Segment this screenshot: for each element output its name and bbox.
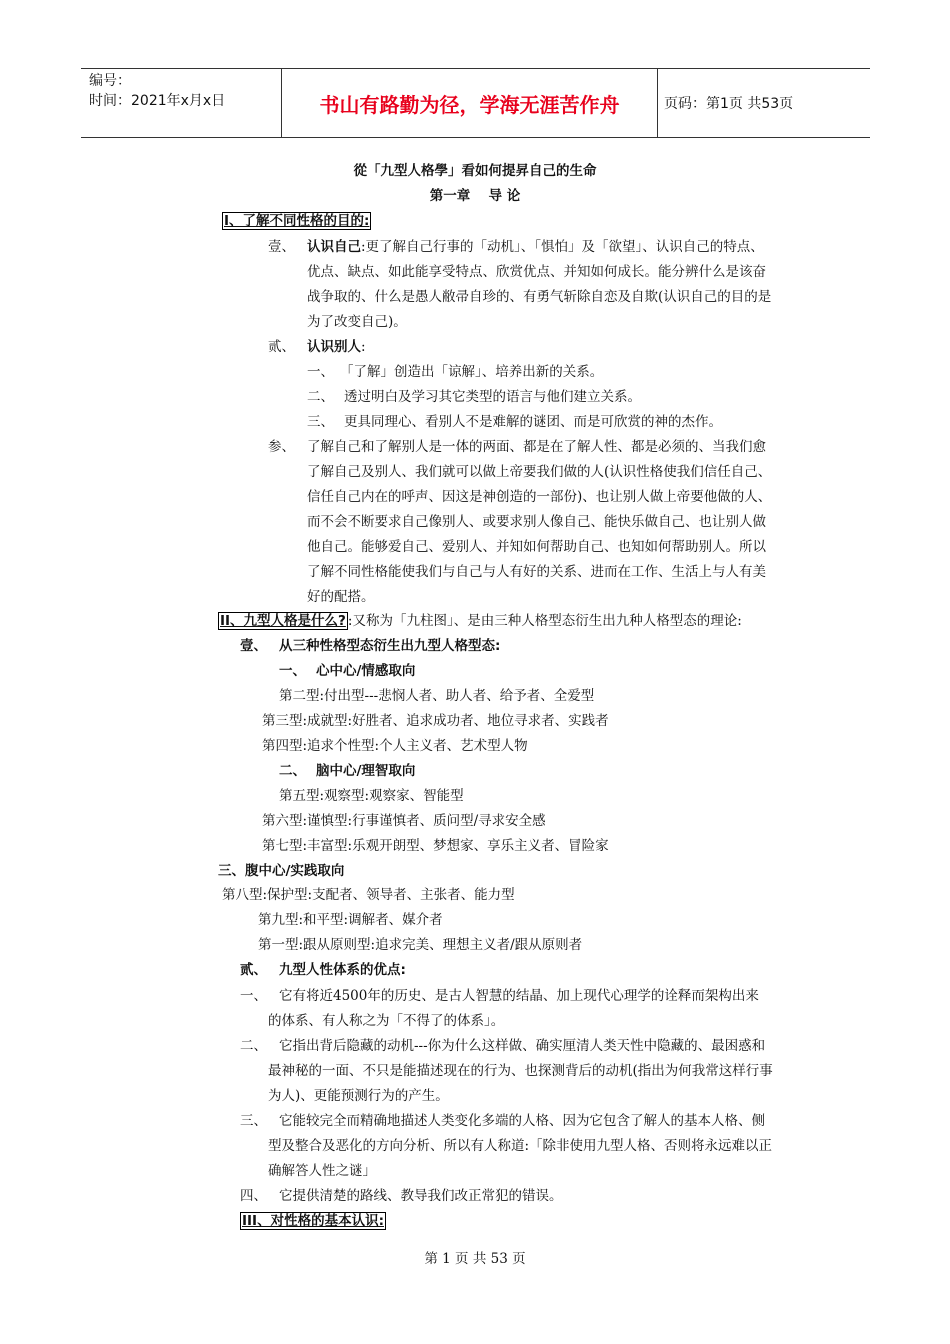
header-divider [657, 69, 658, 137]
section-heading-3: III、对性格的基本认识: [242, 1213, 384, 1229]
section-heading-1: I、了解不同性格的目的: [224, 213, 370, 229]
list-item: 更具同理心、看别人不是难解的谜团、而是可欣赏的神的杰作。 [344, 414, 722, 430]
type-line: 第四型:追求个性型:个人主义者、艺术型人物 [262, 738, 528, 754]
list-number: 一、 [240, 988, 267, 1004]
paragraph-line: 确解答人性之谜」 [268, 1163, 376, 1179]
list-number: 壹、 [240, 638, 267, 654]
center-title: 心中心/情感取向 [316, 663, 416, 679]
section-heading-2: II、九型人格是什么? :又称为「九柱图」、是由三种人格型态衍生出九种人格型态的理论: [220, 613, 742, 629]
paragraph-line: 它指出背后隐藏的动机---你为什么这样做、确实厘清人类天性中隐藏的、最困惑和 [279, 1038, 766, 1054]
paragraph-line: 它提供清楚的路线、教导我们改正常犯的错误。 [279, 1188, 563, 1204]
paragraph-line: 为了改变自己)。 [307, 314, 407, 330]
paragraph-line: 认识别人: [307, 339, 366, 355]
paragraph-line: 型及整合及恶化的方向分析、所以有人称道:「除非使用九型人格、否则将永远难以正 [268, 1138, 773, 1154]
paragraph-line: 他自己。能够爱自己、爱别人、并知如何帮助自己、也知如何帮助别人。所以 [307, 539, 766, 555]
paragraph-line: 了解自己及别人、我们就可以做上帝要我们做的人(认识性格使我们信任自己、 [307, 464, 772, 480]
paragraph-line: 好的配搭。 [307, 589, 375, 605]
header-left [89, 71, 225, 111]
page-header [81, 68, 870, 138]
paragraph-line: 而不会不断要求自己像别人、或要求别人像自己、能快乐做自己、也让别人做 [307, 514, 766, 530]
lead-term: 认识自己 [307, 239, 361, 255]
list-number: 参、 [268, 439, 295, 455]
list-number: 三、 [240, 1113, 267, 1129]
list-number: 四、 [240, 1188, 267, 1204]
paragraph-line: 信任自己内在的呼声、因这是神创造的一部份)、也让别人做上帝要他做的人、 [307, 489, 772, 505]
list-number: 二、 [240, 1038, 267, 1054]
list-item: 「了解」创造出「谅解」、培养出新的关系。 [340, 364, 604, 380]
paragraph-line: 它有将近4500年的历史、是古人智慧的结晶、加上现代心理学的诠释而架构出来 [279, 988, 759, 1004]
list-number: 一、 [307, 364, 334, 380]
list-number: 壹、 [268, 239, 295, 255]
paragraph-line: 最神秘的一面、不只是能描述现在的行为、也探测背后的动机(指出为何我常这样行事 [268, 1063, 773, 1079]
paragraph-line: 战争取的、什么是愚人敝帚自珍的、有勇气斩除自恋及自欺(认识自己的目的是 [307, 289, 772, 305]
type-line: 第三型:成就型:好胜者、追求成功者、地位寻求者、实践者 [262, 713, 609, 729]
list-number: 贰、 [268, 339, 295, 355]
type-line: 第二型:付出型---悲悯人者、助人者、给予者、全爱型 [279, 688, 595, 704]
paragraph-line: 为人)、更能预测行为的产生。 [268, 1088, 449, 1104]
center-title: 脑中心/理智取向 [316, 763, 416, 779]
type-line: 第六型:谨慎型:行事谨慎者、质问型/寻求安全感 [262, 813, 546, 829]
header-number: 编号： [89, 73, 131, 89]
paragraph-line: 它能较完全而精确地描述人类变化多端的人格、因为它包含了解人的基本人格、侧 [279, 1113, 765, 1129]
document-title: 從「九型人格學」看如何提昇自己的生命 [353, 163, 597, 179]
subsection-title: 从三种性格型态衍生出九型人格型态: [279, 638, 501, 654]
type-line: 第五型:观察型:观察家、智能型 [279, 788, 464, 804]
list-item: 透过明白及学习其它类型的语言与他们建立关系。 [344, 389, 641, 405]
type-line: 第七型:丰富型:乐观开朗型、梦想家、享乐主义者、冒险家 [262, 838, 609, 854]
header-motto: 书山有路勤为径，学海无涯苦作舟 [319, 92, 620, 117]
list-number: 贰、 [240, 962, 267, 978]
list-number: 二、 [307, 389, 334, 405]
page-footer: 第 1 页 共 53 页 [424, 1251, 526, 1267]
list-number: 一、 [279, 663, 306, 679]
subsection-title: 九型人性体系的优点: [279, 962, 406, 978]
chapter-title: 第一章 导 论 [429, 188, 521, 204]
header-time: 时间：2021年x月x日 [89, 93, 226, 109]
paragraph-line: 优点、缺点、如此能享受特点、欣赏优点、并知如何成长。能分辨什么是该奋 [307, 264, 766, 280]
header-page-info: 页码：第1页 共53页 [664, 96, 794, 112]
type-line: 第八型:保护型:支配者、领导者、主张者、能力型 [222, 887, 515, 903]
paragraph-line: 了解不同性格能使我们与自己与人有好的关系、进而在工作、生活上与人有美 [307, 564, 766, 580]
lead-term: 认识别人 [307, 339, 361, 355]
list-number: 三、 [307, 414, 334, 430]
type-line: 第一型:跟从原则型:追求完美、理想主义者/跟从原则者 [258, 937, 583, 953]
list-number: 二、 [279, 763, 306, 779]
type-line: 第九型:和平型:调解者、媒介者 [258, 912, 443, 928]
center-title: 三、腹中心/实践取向 [218, 863, 345, 879]
paragraph-line: 了解自己和了解别人是一体的两面、都是在了解人性、都是必须的、当我们愈 [307, 439, 766, 455]
paragraph-line: 认识自己:更了解自己行事的「动机」、「惧怕」及「欲望」、认识自己的特点、 [307, 239, 764, 255]
paragraph-line: 的体系、有人称之为「不得了的体系」。 [268, 1013, 505, 1029]
